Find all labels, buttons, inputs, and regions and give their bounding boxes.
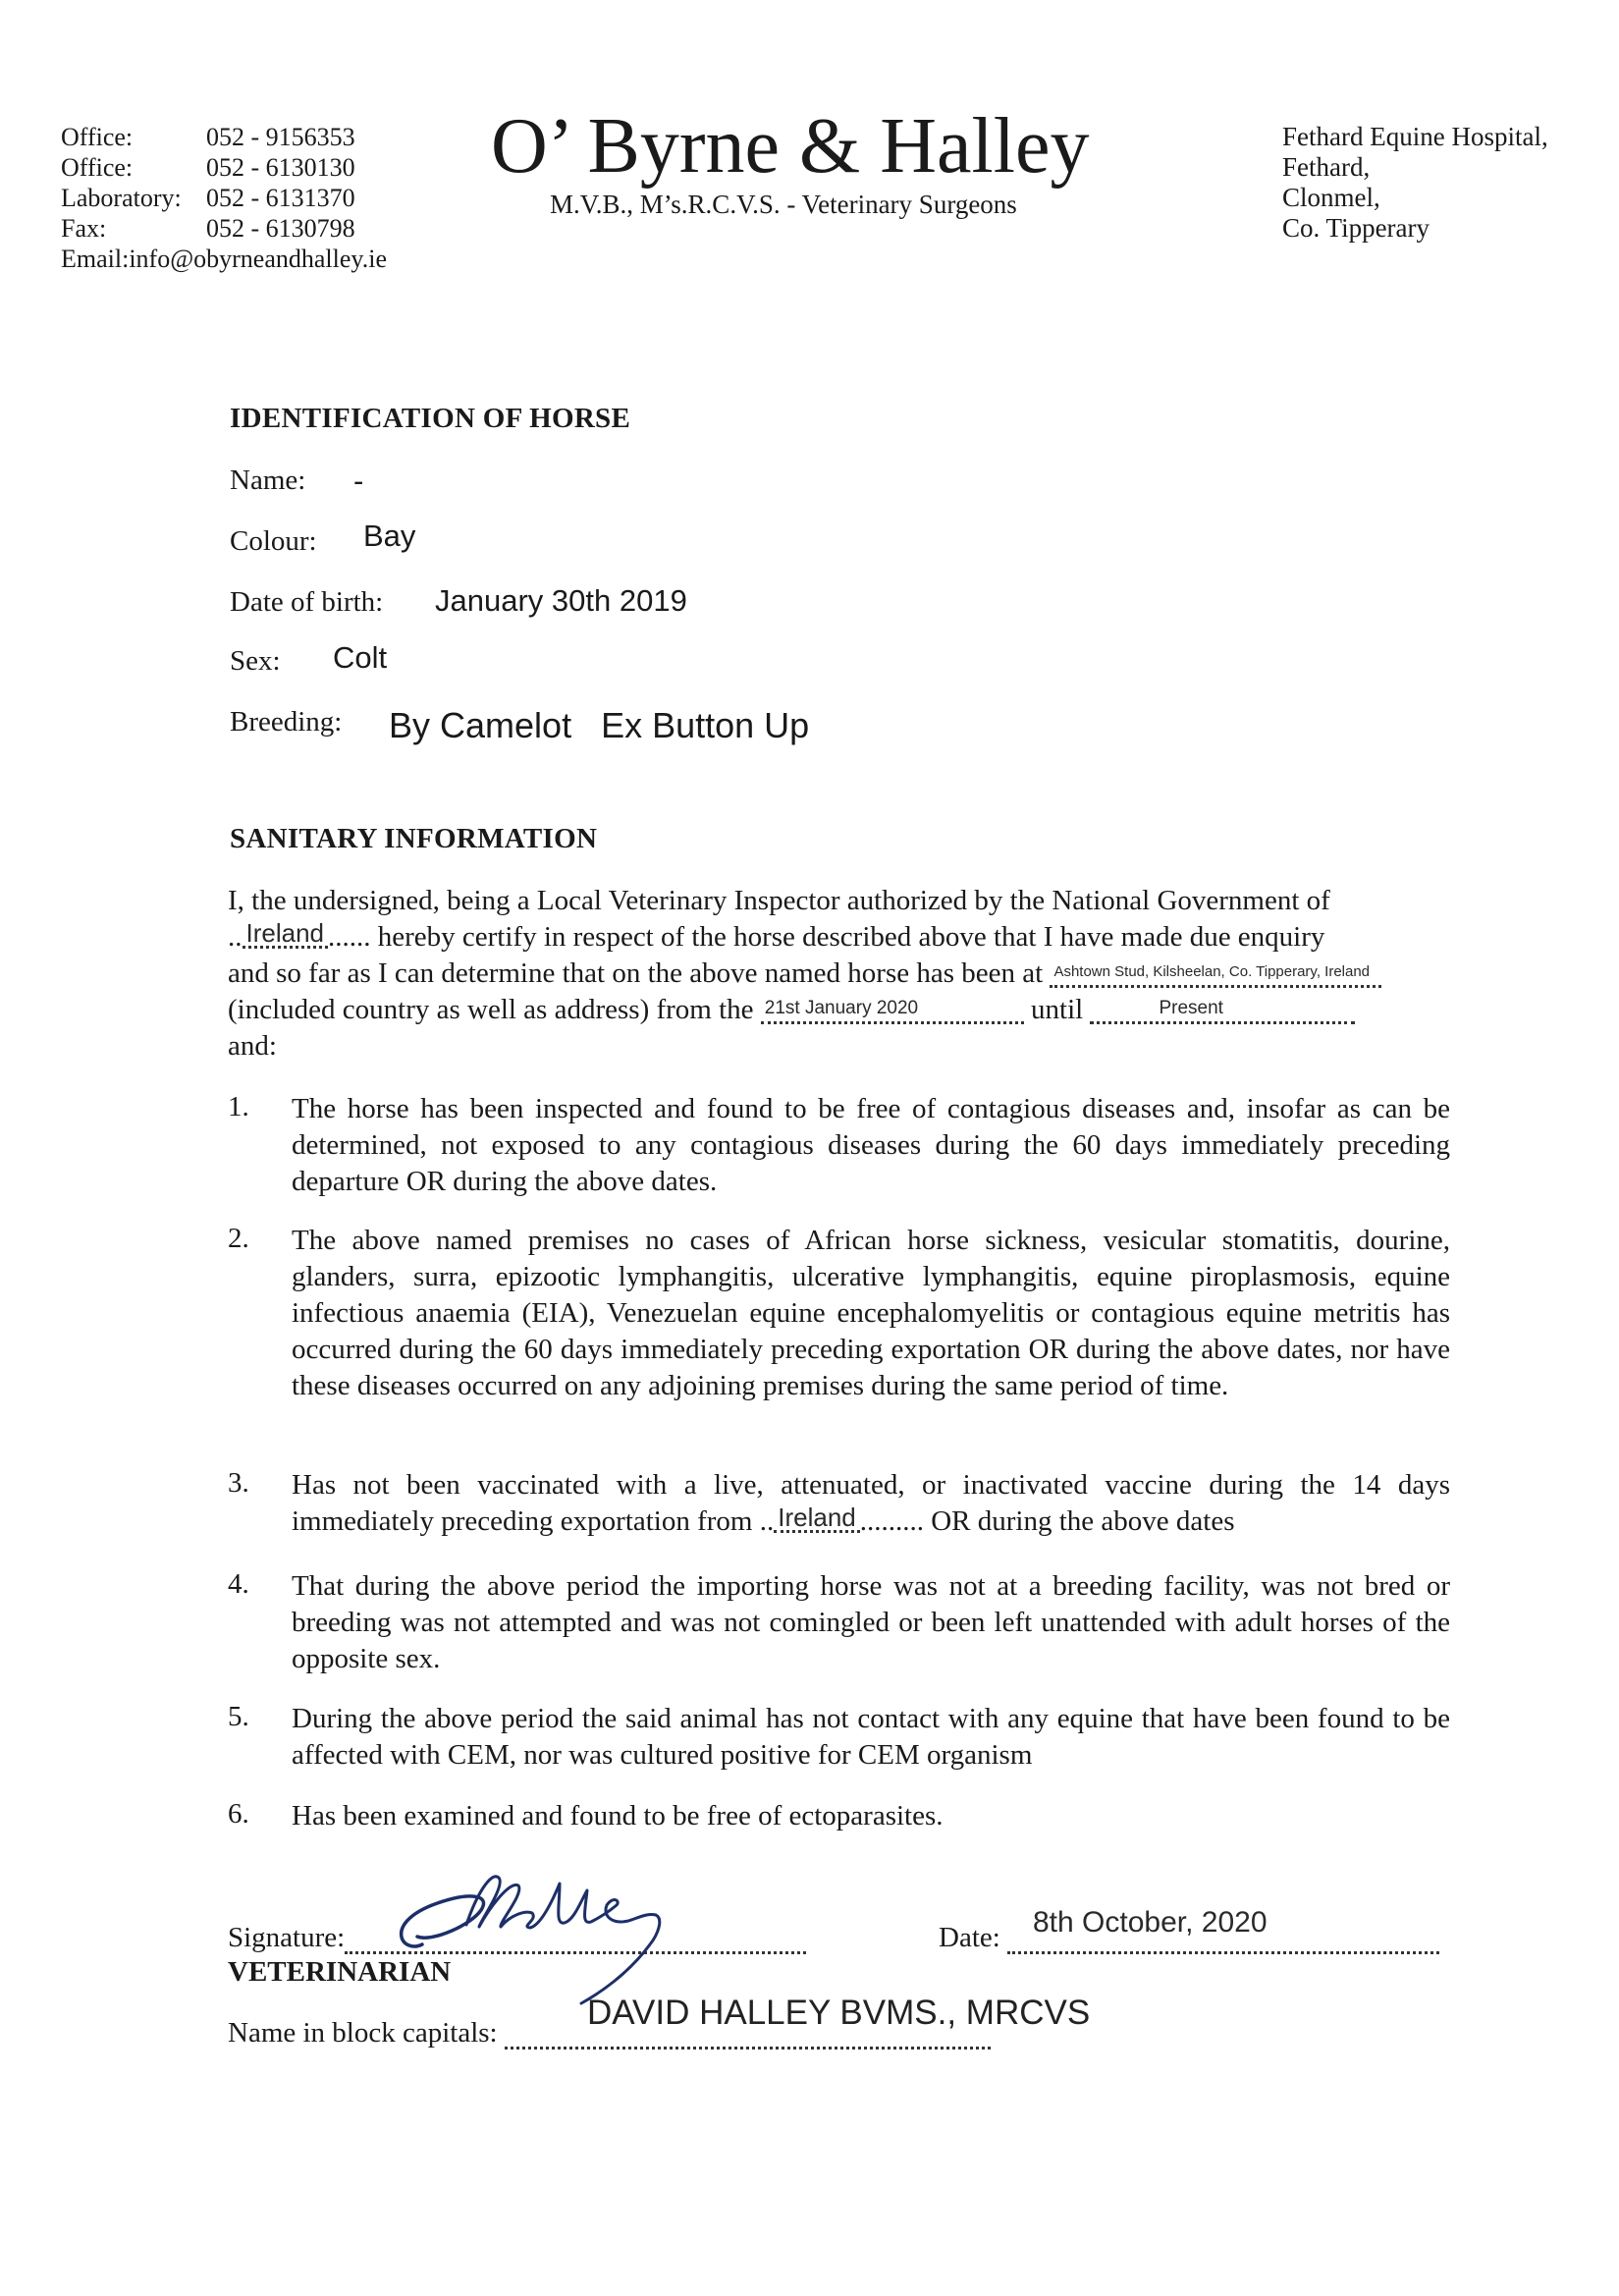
address-block <box>1282 122 1548 244</box>
sex-label: Sex: <box>230 645 281 677</box>
date-label: Date: <box>939 1922 1000 1953</box>
location-fill: Ashtown Stud, Kilsheelan, Co. Tipperary, Ireland <box>1050 959 1381 988</box>
address-line-4: Co. Tipperary <box>1282 213 1430 243</box>
item-text-2: The above named premises no cases of African horse sickness, vesicular stomatitis, dourine, glanders, surra, epizootic lymphangitis, ulcerative lymphangitis, equine piroplasmosis, equine infectious anaemia (EIA), Venezuelan equine encephalomyelitis or contagious equine metritis has occurred during the 60 days immediately preceding exportation OR during the above dates, nor have these diseases occurred on any adjoining premises during the same period of time. <box>292 1225 1450 1401</box>
signature-scribble <box>363 1866 717 2013</box>
sex-value: Colt <box>333 640 388 675</box>
item-number-5: 5. <box>228 1701 249 1732</box>
country-fill: Ireland <box>243 920 329 949</box>
address-line-3: Clonmel, <box>1282 183 1380 212</box>
address-line-1: Fethard Equine Hospital, <box>1282 122 1548 151</box>
item-text-1: The horse has been inspected and found to be free of contagious diseases and, insofar as can be determined, not exposed to any contagious diseases during the 60 days immediately preceding departure OR during the above dates. <box>292 1093 1450 1197</box>
dob-value: January 30th 2019 <box>435 583 687 618</box>
intro-line-3: and so far as I can determine that on the above named horse has been at Ashtown Stud, Kilsheelan, Co. Tipperary, Ireland <box>228 956 1450 992</box>
item-number-6: 6. <box>228 1798 249 1830</box>
contact-block <box>61 122 387 274</box>
contact-email: Email:info@obyrneandhalley.ie <box>61 245 387 273</box>
intro-line-1: I, the undersigned, being a Local Veterinary Inspector authorized by the National Government of <box>228 885 1330 916</box>
item-number-1: 1. <box>228 1091 249 1122</box>
block-name-value: DAVID HALLEY BVMS., MRCVS <box>587 1994 1091 2032</box>
name-label: Name: <box>230 465 306 496</box>
item-number-3: 3. <box>228 1467 249 1499</box>
block-name-label: Name in block capitals: <box>228 2017 498 2049</box>
item-text-6: Has been examined and found to be free of ectoparasites. <box>292 1800 944 1831</box>
item-text-5: During the above period the said animal has not contact with any equine that have been found to be affected with CEM, nor was cultured positive for CEM organism <box>292 1703 1450 1771</box>
breeding-value: By Camelot Ex Button Up <box>389 705 810 745</box>
breeding-label: Breeding: <box>230 706 343 738</box>
date-value: 8th October, 2020 <box>1033 1906 1268 1939</box>
item-number-2: 2. <box>228 1223 249 1254</box>
contact-office-2: Office: 052 - 6130130 <box>61 153 355 182</box>
contact-office-1: Office: 052 - 9156353 <box>61 123 355 151</box>
item-text-4: That during the above period the importing horse was not at a breeding facility, was not bred or breeding was not attempted and was not comingled or been left unattended with adult horses of the opposite sex. <box>292 1570 1450 1674</box>
intro-line-4: (included country as well as address) from the 21st January 2020 until Present <box>228 992 1450 1028</box>
colour-value: Bay <box>363 519 416 553</box>
sanitary-intro <box>228 883 1450 1065</box>
colour-label: Colour: <box>230 525 317 557</box>
contact-laboratory: Laboratory: 052 - 6131370 <box>61 184 355 212</box>
firm-subtitle: M.V.B., M’s.R.C.V.S. - Veterinary Surgeons <box>550 190 1017 219</box>
item-number-4: 4. <box>228 1568 249 1600</box>
intro-line-2: .. Ireland ...... hereby certify in respect of the horse described above that I have made due enquiry <box>228 918 1325 953</box>
contact-fax: Fax: 052 - 6130798 <box>61 214 355 243</box>
dob-label: Date of birth: <box>230 586 384 618</box>
intro-line-5: and: <box>228 1030 277 1062</box>
from-date-fill: 21st January 2020 <box>761 996 1024 1024</box>
firm-name: O’ Byrne & Halley <box>491 103 1090 190</box>
veterinarian-label: VETERINARIAN <box>228 1956 452 1988</box>
sanitary-heading: SANITARY INFORMATION <box>230 823 598 854</box>
address-line-2: Fethard, <box>1282 152 1371 182</box>
until-date-fill: Present <box>1090 996 1355 1024</box>
signature-label: Signature: <box>228 1922 346 1953</box>
name-value: - <box>353 464 364 498</box>
item-text-3: Has not been vaccinated with a live, attenuated, or inactivated vaccine during the 14 days immediately preceding exportation from .. Ireland ......... OR during the above dates <box>292 1469 1450 1537</box>
identification-heading: IDENTIFICATION OF HORSE <box>230 403 631 434</box>
item-3-country-fill: Ireland <box>774 1504 860 1533</box>
